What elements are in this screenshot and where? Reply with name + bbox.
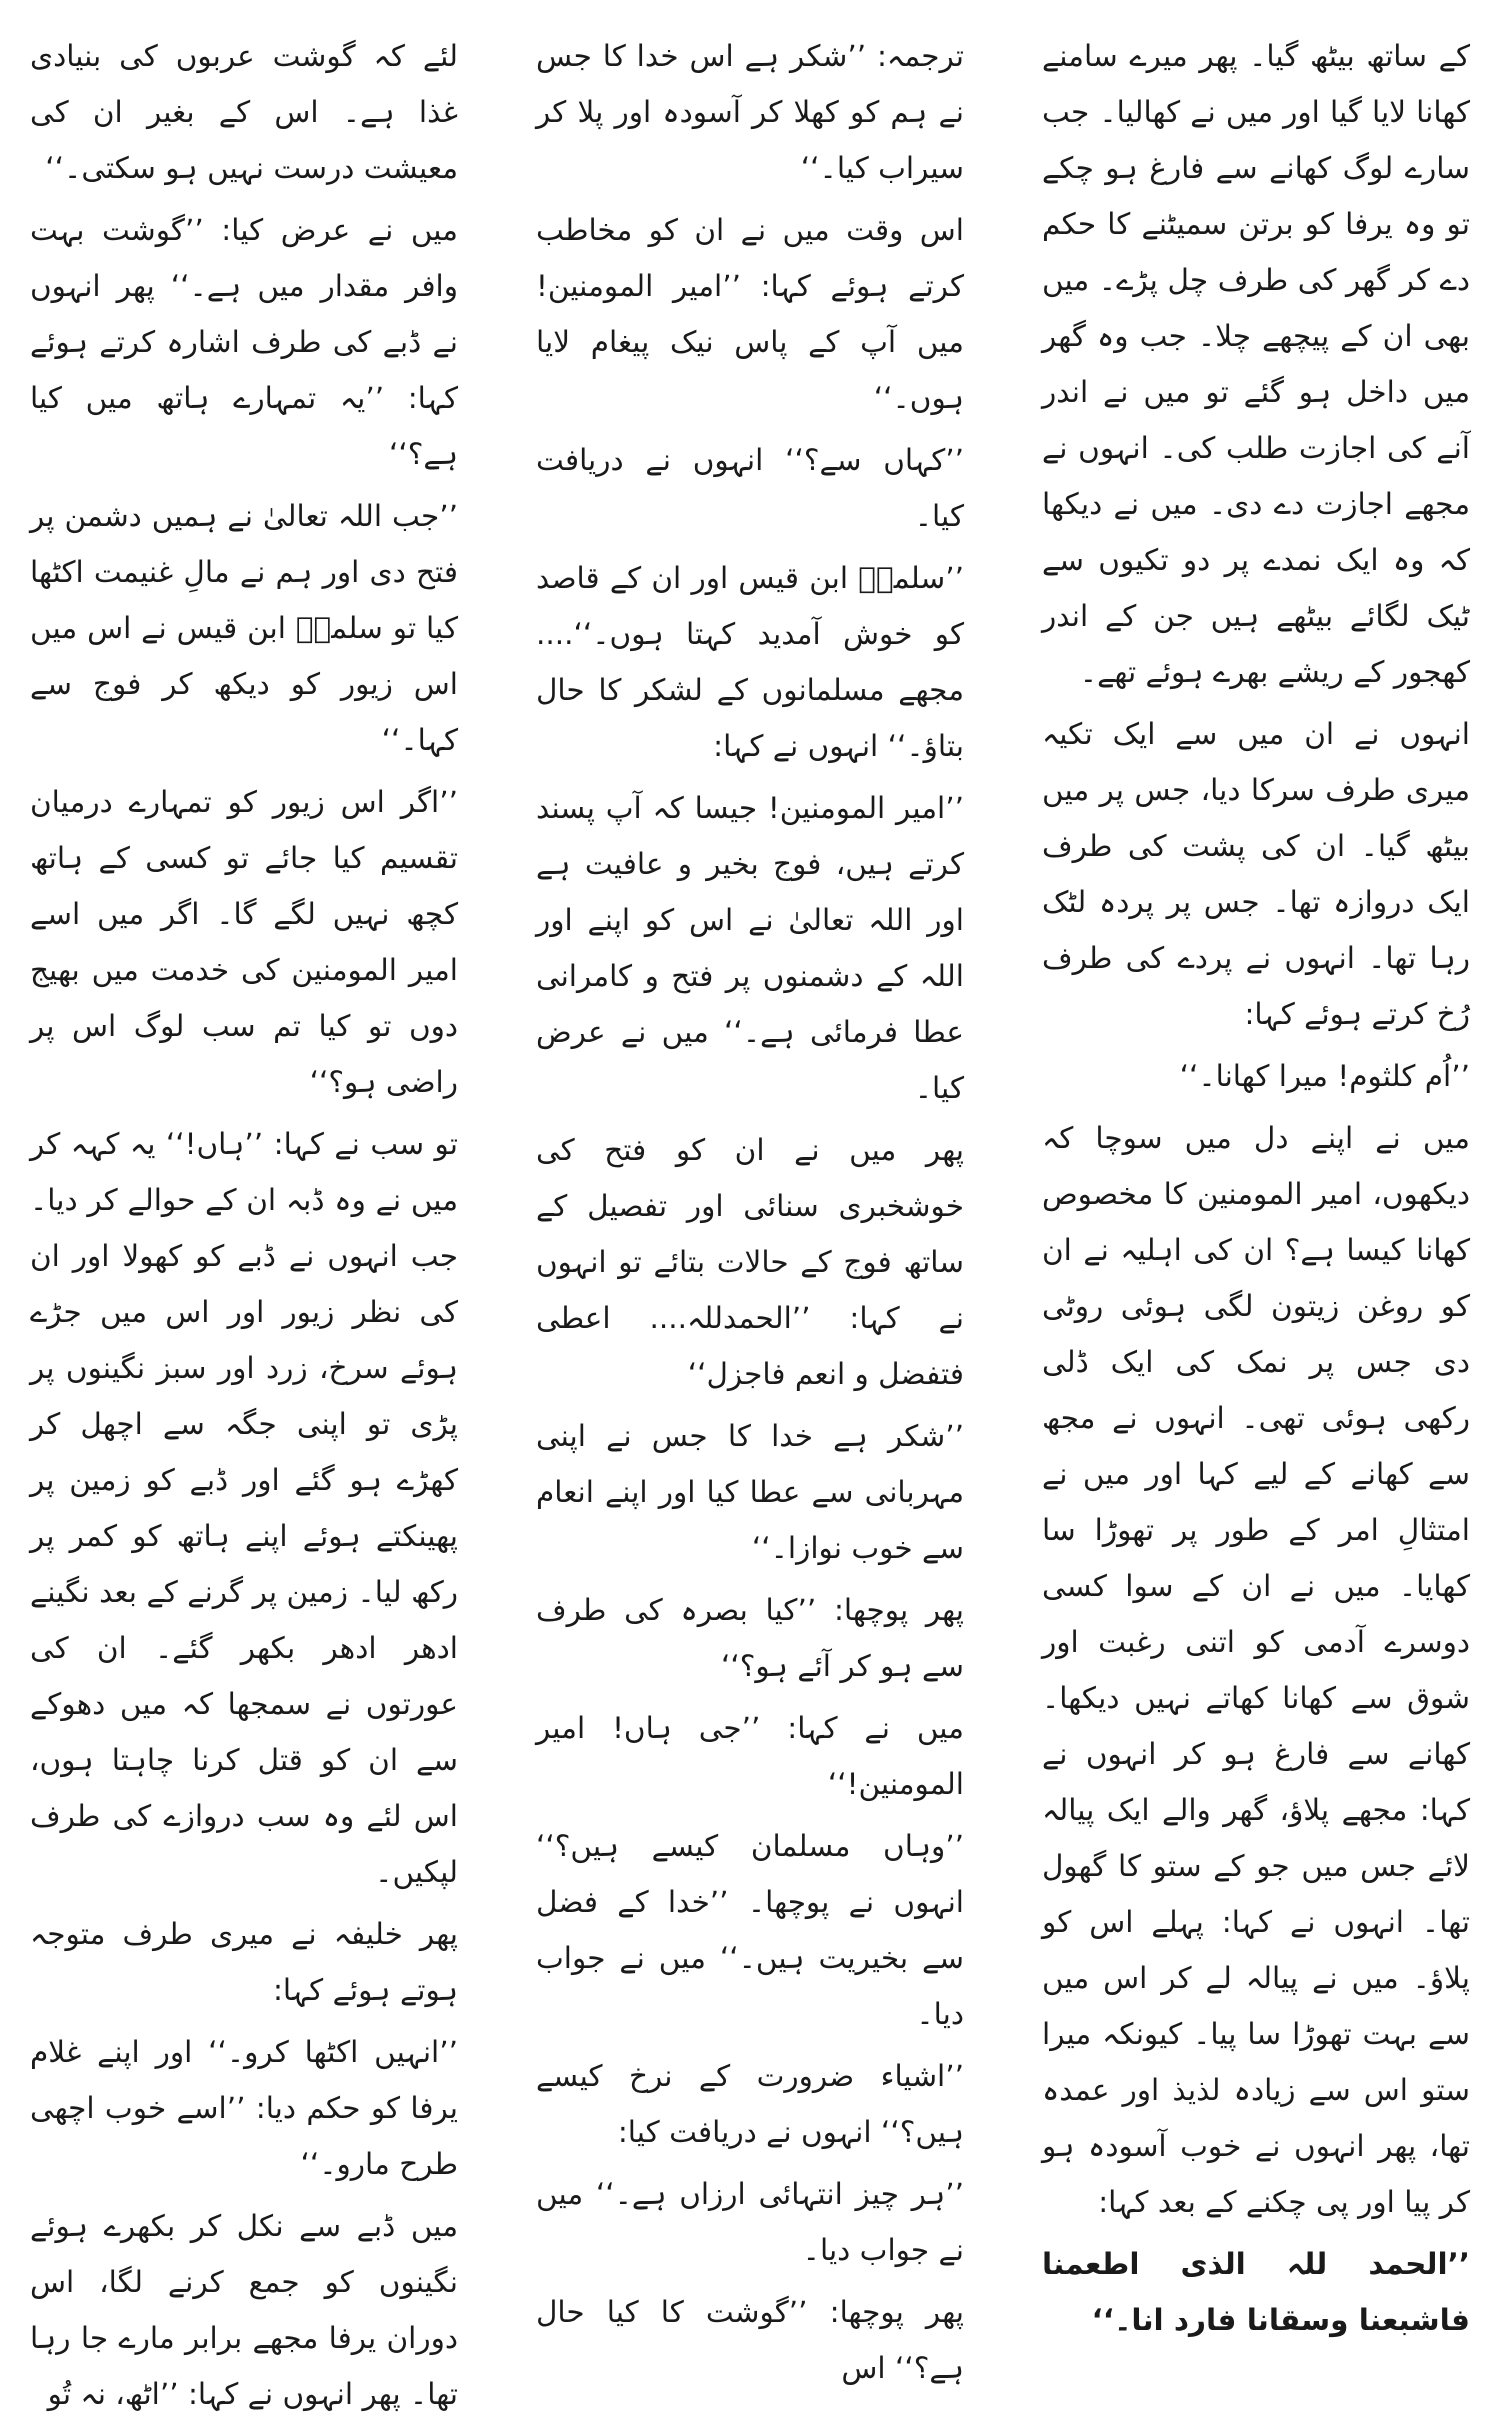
paragraph: انہوں نے ان میں سے ایک تکیہ میری طرف سرکا دیا، جس پر میں بیٹھ گیا۔ ان کی پشت کی طرف ایک دروازہ تھا۔ جس پر پردہ لٹک رہا تھا۔ انہوں نے پردے کی طرف رُخ کرتے ہوئے کہا: (1042, 717, 1470, 1031)
paragraph: میں نے عرض کیا: ’’گوشت بہت وافر مقدار میں ہے۔‘‘ پھر انہوں نے ڈبے کی طرف اشارہ کرتے ہوئے کہا: ’’یہ تمہارے ہاتھ میں کیا ہے؟‘‘ (30, 213, 458, 471)
text-columns (30, 28, 1470, 2411)
paragraph: اس وقت میں نے ان کو مخاطب کرتے ہوئے کہا: ’’امیر المومنین! میں آپ کے پاس نیک پیغام لایا ہوں۔‘‘ (536, 213, 964, 415)
paragraph: ’’امیر المومنین! جیسا کہ آپ پسند کرتے ہیں، فوج بخیر و عافیت ہے اور اللہ تعالیٰ نے اس کو اپنے اور اللہ کے دشمنوں پر فتح و کامرانی عطا فرمائی ہے۔‘‘ میں نے عرض کیا۔ (536, 791, 964, 1105)
arabic-quote: ’’الحمد للہ الذی اطعمنا فاشبعنا وسقانا فارد انا۔‘‘ (1042, 2247, 1470, 2337)
column-left (30, 28, 458, 2411)
paragraph: ’’ہر چیز انتہائی ارزاں ہے۔‘‘ میں نے جواب دیا۔ (536, 2177, 964, 2267)
paragraph: ’’جب اللہ تعالیٰ نے ہمیں دشمن پر فتح دی اور ہم نے مالِ غنیمت اکٹھا کیا تو سلمہؓ ابن قیس نے اس میں اس زیور کو دیکھ کر فوج سے کہا۔‘‘ (30, 499, 458, 757)
paragraph: ’’وہاں مسلمان کیسے ہیں؟‘‘ انہوں نے پوچھا۔ ’’خدا کے فضل سے بخیریت ہیں۔‘‘ میں نے جواب دیا۔ (536, 1829, 964, 2031)
paragraph: ’’اگر اس زیور کو تمہارے درمیان تقسیم کیا جائے تو کسی کے ہاتھ کچھ نہیں لگے گا۔ اگر میں اسے امیر المومنین کی خدمت میں بھیج دوں تو کیا تم سب لوگ اس پر راضی ہو؟‘‘ (30, 785, 458, 1099)
paragraph: پھر پوچھا: ’’گوشت کا کیا حال ہے؟‘‘ اس (536, 2295, 964, 2385)
paragraph: میں نے کہا: ’’جی ہاں! امیر المومنین!‘‘ (536, 1711, 964, 1801)
paragraph: پھر خلیفہ نے میری طرف متوجہ ہوتے ہوئے کہا: (30, 1917, 458, 2007)
paragraph: کے ساتھ بیٹھ گیا۔ پھر میرے سامنے کھانا لایا گیا اور میں نے کھالیا۔ جب سارے لوگ کھانے سے فارغ ہو چکے تو وہ یرفا کو برتن سمیٹنے کا حکم دے کر گھر کی طرف چل پڑے۔ میں بھی ان کے پیچھے چلا۔ جب وہ گھر میں داخل ہو گئے تو میں نے اندر آنے کی اجازت طلب کی۔ انہوں نے مجھے اجازت دے دی۔ میں نے دیکھا کہ وہ ایک نمدے پر دو تکیوں سے ٹیک لگائے بیٹھے ہیں جن کے اندر کھجور کے ریشے بھرے ہوئے تھے۔ (1042, 39, 1470, 689)
paragraph: ’’سلمہؓ ابن قیس اور ان کے قاصد کو خوش آمدید کہتا ہوں۔‘‘.... مجھے مسلمانوں کے لشکر کا حال بتاؤ۔‘‘ انہوں نے کہا: (536, 561, 964, 763)
paragraph: لئے کہ گوشت عربوں کی بنیادی غذا ہے۔ اس کے بغیر ان کی معیشت درست نہیں ہو سکتی۔‘‘ (30, 39, 458, 185)
column-middle (536, 28, 964, 2385)
paragraph: ’’اشیاء ضرورت کے نرخ کیسے ہیں؟‘‘ انہوں نے دریافت کیا: (536, 2059, 964, 2149)
paragraph: میں ڈبے سے نکل کر بکھرے ہوئے نگینوں کو جمع کرنے لگا، اس دوران یرفا مجھے برابر مارے جا رہا تھا۔ پھر انہوں نے کہا: ’’اٹھ، نہ تُو (30, 2209, 458, 2411)
paragraph: تو سب نے کہا: ’’ہاں!‘‘ یہ کہہ کر میں نے وہ ڈبہ ان کے حوالے کر دیا۔ جب انہوں نے ڈبے کو کھولا اور ان کی نظر زیور اور اس میں جڑے ہوئے سرخ، زرد اور سبز نگینوں پر پڑی تو اپنی جگہ سے اچھل کر کھڑے ہو گئے اور ڈبے کو زمین پر پھینکتے ہوئے اپنے ہاتھ کو کمر پر رکھ لیا۔ زمین پر گرنے کے بعد نگینے ادھر ادھر بکھر گئے۔ ان کی عورتوں نے سمجھا کہ میں دھوکے سے ان کو قتل کرنا چاہتا ہوں، اس لئے وہ سب دروازے کی طرف لپکیں۔ (30, 1127, 458, 1889)
column-right (1042, 28, 1470, 2337)
paragraph: ترجمہ: ’’شکر ہے اس خدا کا جس نے ہم کو کھلا کر آسودہ اور پلا کر سیراب کیا۔‘‘ (536, 39, 964, 185)
paragraph: ’’کہاں سے؟‘‘ انہوں نے دریافت کیا۔ (536, 443, 964, 533)
paragraph: ’’انہیں اکٹھا کرو۔‘‘ اور اپنے غلام یرفا کو حکم دیا: ’’اسے خوب اچھی طرح مارو۔‘‘ (30, 2035, 458, 2181)
paragraph: ’’شکر ہے خدا کا جس نے اپنی مہربانی سے عطا کیا اور اپنے انعام سے خوب نوازا۔‘‘ (536, 1419, 964, 1565)
paragraph: ’’اُم کلثوم! میرا کھانا۔‘‘ (1179, 1059, 1470, 1093)
paragraph: پھر میں نے ان کو فتح کی خوشخبری سنائی اور تفصیل کے ساتھ فوج کے حالات بتائے تو انہوں نے کہا: ’’الحمدللہ.... اعطی فتفضل و انعم فاجزل‘‘ (536, 1133, 964, 1391)
paragraph: میں نے اپنے دل میں سوچا کہ دیکھوں، امیر المومنین کا مخصوص کھانا کیسا ہے؟ ان کی اہلیہ نے ان کو روغن زیتون لگی ہوئی روٹی دی جس پر نمک کی ایک ڈلی رکھی ہوئی تھی۔ انہوں نے مجھ سے کھانے کے لیے کہا اور میں نے امتثالِ امر کے طور پر تھوڑا سا کھایا۔ میں نے ان کے سوا کسی دوسرے آدمی کو اتنی رغبت اور شوق سے کھانا کھاتے نہیں دیکھا۔ کھانے سے فارغ ہو کر انہوں نے کہا: مجھے پلاؤ، گھر والے ایک پیالہ لائے جس میں جو کے ستو کا گھول تھا۔ انہوں نے کہا: پہلے اس کو پلاؤ۔ میں نے پیالہ لے کر اس میں سے بہت تھوڑا سا پیا۔ کیونکہ میرا ستو اس سے زیادہ لذیذ اور عمدہ تھا، پھر انہوں نے خوب آسودہ ہو کر پیا اور پی چکنے کے بعد کہا: (1042, 1121, 1470, 2219)
paragraph: پھر پوچھا: ’’کیا بصرہ کی طرف سے ہو کر آئے ہو؟‘‘ (536, 1593, 964, 1683)
